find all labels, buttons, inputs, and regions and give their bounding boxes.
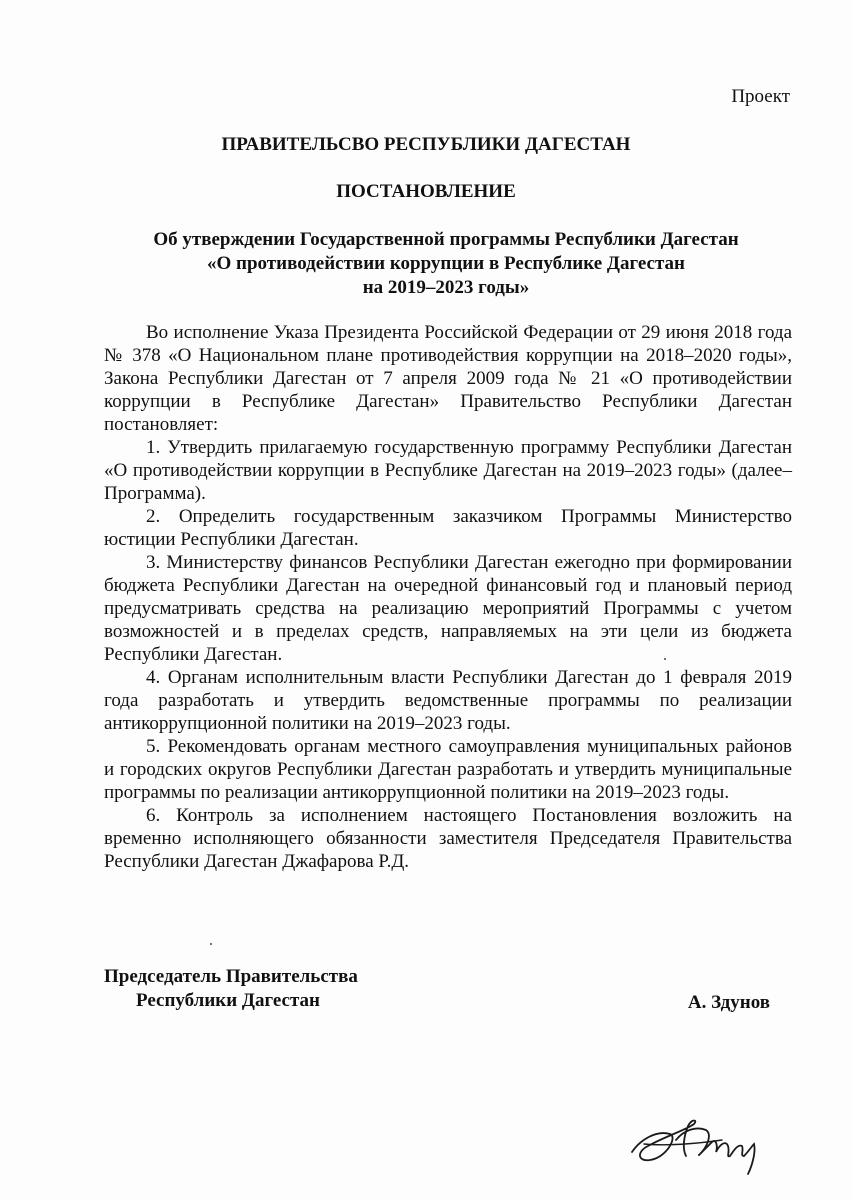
- government-title: ПРАВИТЕЛЬСВО РЕСПУБЛИКИ ДАГЕСТАН: [221, 134, 631, 155]
- signatory-position-line-1: Председатель Правительства: [104, 966, 358, 987]
- resolution-item-4: 4. Органам исполнительным власти Республики Дагестан до 1 февраля 2019 года разработать и утвердить ведомственные программы по реализации антикоррупционной политики на 2019–2023 годы.: [104, 667, 792, 734]
- signatory-position-line-2: Республики Дагестан: [136, 990, 320, 1011]
- scan-speck: [210, 943, 212, 945]
- document-subject: [96, 228, 796, 300]
- resolution-body: [104, 321, 792, 873]
- resolution-item-3: 3. Министерству финансов Республики Дагестан ежегодно при формировании бюджета Республики Дагестан на очередной финансовый год и плановый период предусматривать средства на реализацию мероприятий Программы с учетом возможностей и в пределах средств, направляемых на эти цели из бюджета Республики Дагестан.: [104, 552, 792, 665]
- signatory-name: А. Здунов: [687, 992, 770, 1013]
- signature-block: [104, 965, 792, 1013]
- draft-status-label: Проект: [731, 86, 790, 107]
- resolution-item-5: 5. Рекомендовать органам местного самоуправления муниципальных районов и городских округов Республики Дагестан разработать и утвердить муниципальные программы по реализации антикоррупционной политики на 2019–2023 годы.: [104, 736, 792, 803]
- document-type-title: ПОСТАНОВЛЕНИЕ: [336, 181, 516, 202]
- subject-line-1: Об утверждении Государственной программы Республики Дагестан: [153, 229, 739, 250]
- handwritten-signature-icon: [626, 1100, 776, 1180]
- resolution-item-6: 6. Контроль за исполнением настоящего Постановления возложить на временно исполняющего обязанности заместителя Председателя Правительства Республики Дагестан Джафарова Р.Д.: [104, 805, 792, 872]
- resolution-item-1: 1. Утвердить прилагаемую государственную программу Республики Дагестан «О противодействии коррупции в Республике Дагестан на 2019–2023 годы» (далее–Программа).: [104, 437, 792, 504]
- subject-line-3: на 2019–2023 годы»: [362, 277, 530, 298]
- scan-speck: [664, 658, 666, 660]
- preamble-paragraph: Во исполнение Указа Президента Российской Федерации от 29 июня 2018 года № 378 «О Национальном плане противодействия коррупции на 2018–2020 годы», Закона Республики Дагестан от 7 апреля 2009 года № 21 «О противодействии коррупции в Республике Дагестан» Правительство Республики Дагестан постановляет:: [104, 322, 792, 435]
- subject-line-2: «О противодействии коррупции в Республике Дагестан: [207, 253, 685, 274]
- resolution-item-2: 2. Определить государственным заказчиком Программы Министерство юстиции Республики Дагестан.: [104, 506, 792, 550]
